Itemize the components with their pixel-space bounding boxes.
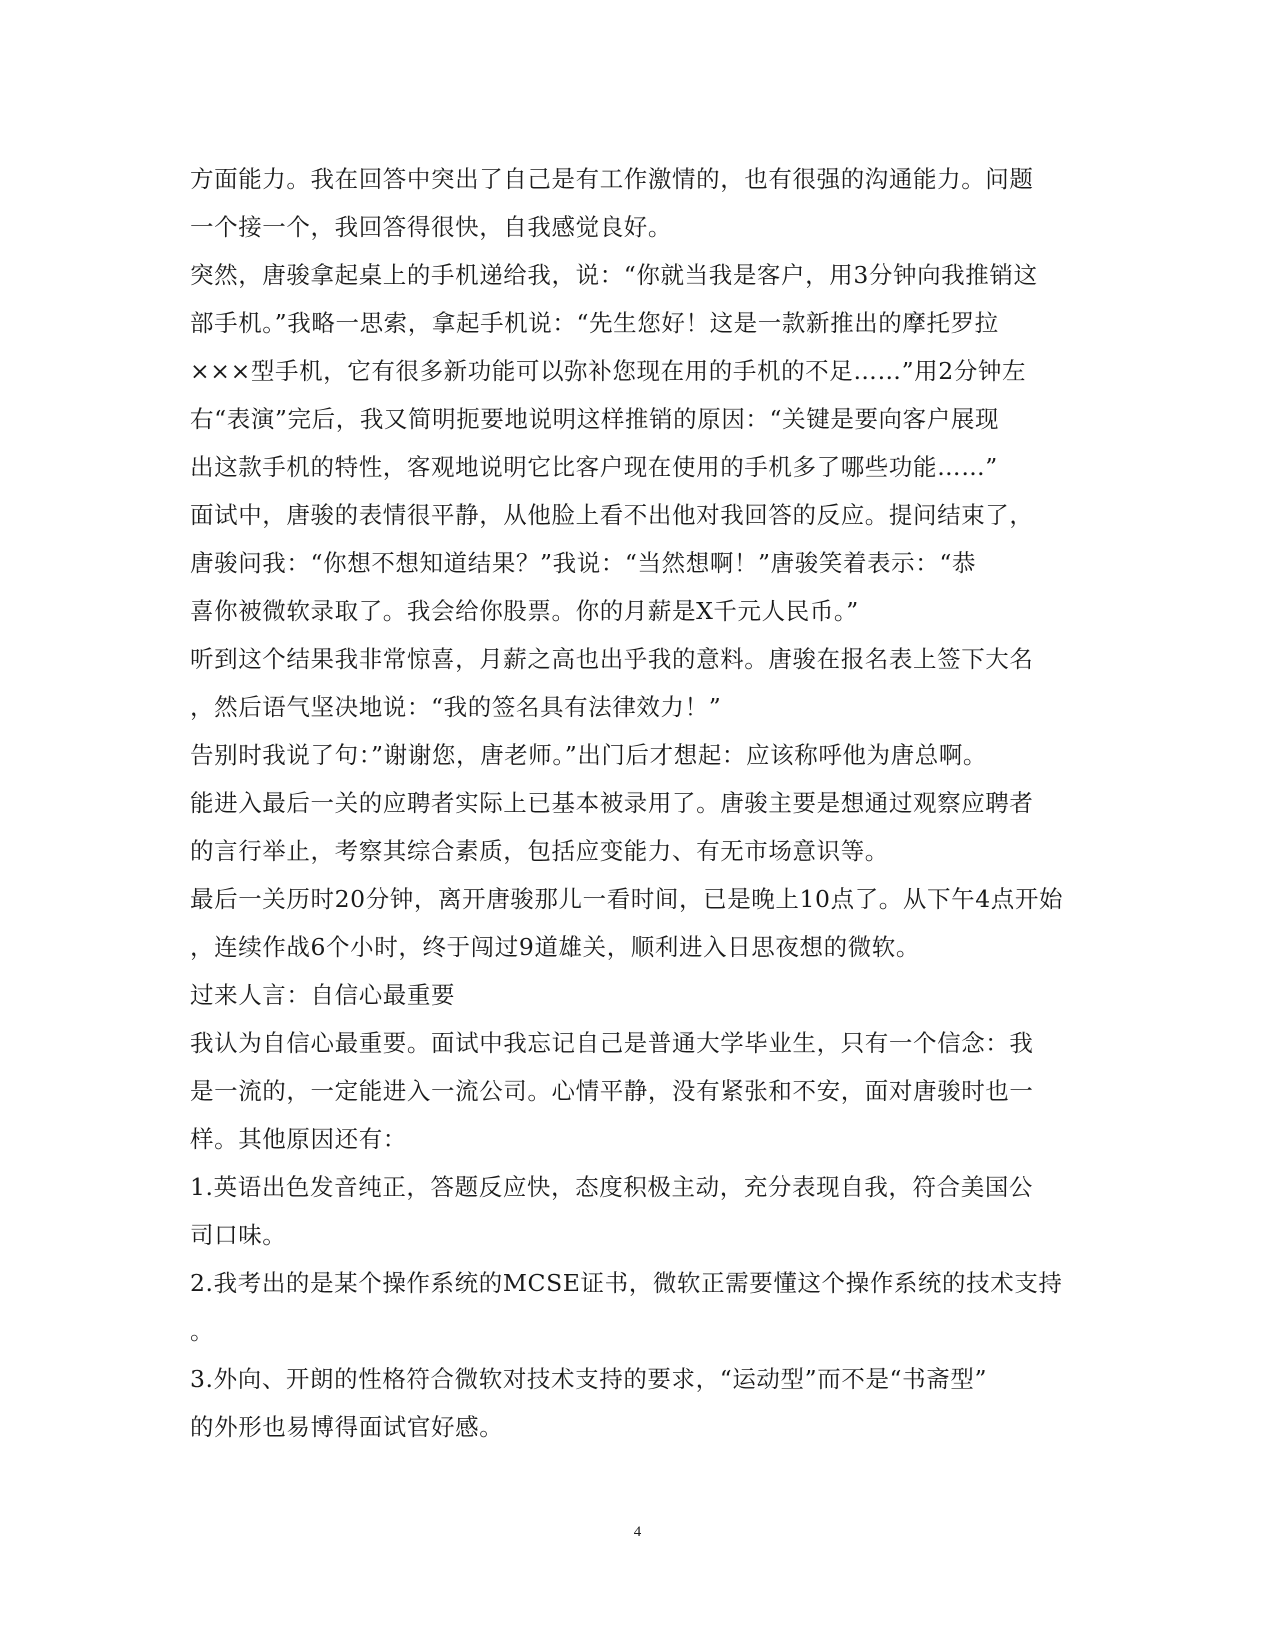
text-line: 突然，唐骏拿起桌上的手机递给我，说：“你就当我是客户，用3分钟向我推销这 [190,261,1038,289]
text-line: 样。其他原因还有： [190,1125,407,1153]
text-line: 告别时我说了句：”谢谢您，唐老师。”出门后才想起：应该称呼他为唐总啊。 [190,741,988,769]
body-text [190,155,1090,1451]
list-item: 3.外向、开朗的性格符合微软对技术支持的要求，“运动型”而不是“书斋型” [190,1365,988,1393]
text-line: 我认为自信心最重要。面试中我忘记自己是普通大学毕业生，只有一个信念：我 [190,1029,1034,1057]
text-line: 能进入最后一关的应聘者实际上已基本被录用了。唐骏主要是想通过观察应聘者 [190,789,1034,817]
list-item-continuation: 的外形也易博得面试官好感。 [190,1413,504,1441]
list-item: 2.我考出的是某个操作系统的MCSE证书，微软正需要懂这个操作系统的技术支持 [190,1269,1063,1297]
text-line: 听到这个结果我非常惊喜，月薪之高也出乎我的意料。唐骏在报名表上签下大名 [190,645,1034,673]
text-line: 出这款手机的特性，客观地说明它比客户现在使用的手机多了哪些功能……” [190,453,998,481]
text-line: 的言行举止，考察其综合素质，包括应变能力、有无市场意识等。 [190,837,889,865]
section-heading: 过来人言：自信心最重要 [190,981,456,1009]
text-line: 部手机。”我略一思索，拿起手机说：“先生您好！这是一款新推出的摩托罗拉 [190,309,999,337]
text-line: 方面能力。我在回答中突出了自己是有工作激情的，也有很强的沟通能力。问题 [190,165,1034,193]
text-line: ×××型手机，它有很多新功能可以弥补您现在用的手机的不足……”用2分钟左 [190,357,1027,385]
text-line: 面试中，唐骏的表情很平静，从他脸上看不出他对我回答的反应。提问结束了， [190,501,1034,529]
text-line: 喜你被微软录取了。我会给你股票。你的月薪是X千元人民币。” [190,597,859,625]
text-line: ，连续作战6个小时，终于闯过9道雄关，顺利进入日思夜想的微软。 [190,933,921,961]
list-item-continuation: 司口味。 [190,1221,287,1249]
list-item: 1.英语出色发音纯正，答题反应快，态度积极主动，充分表现自我，符合美国公 [190,1173,1034,1201]
text-line: ，然后语气坚决地说：“我的签名具有法律效力！” [190,693,722,721]
text-line: 一个接一个，我回答得很快，自我感觉良好。 [190,213,672,241]
page-number: 4 [633,1524,642,1540]
text-line: 是一流的，一定能进入一流公司。心情平静，没有紧张和不安，面对唐骏时也一 [190,1077,1034,1105]
list-item-continuation: 。 [190,1317,215,1345]
text-line: 右“表演”完后，我又简明扼要地说明这样推销的原因：“关键是要向客户展现 [190,405,1000,433]
text-line: 唐骏问我：“你想不想知道结果？”我说：“当然想啊！”唐骏笑着表示：“恭 [190,549,977,577]
text-line: 最后一关历时20分钟，离开唐骏那儿一看时间，已是晚上10点了。从下午4点开始 [190,885,1064,913]
